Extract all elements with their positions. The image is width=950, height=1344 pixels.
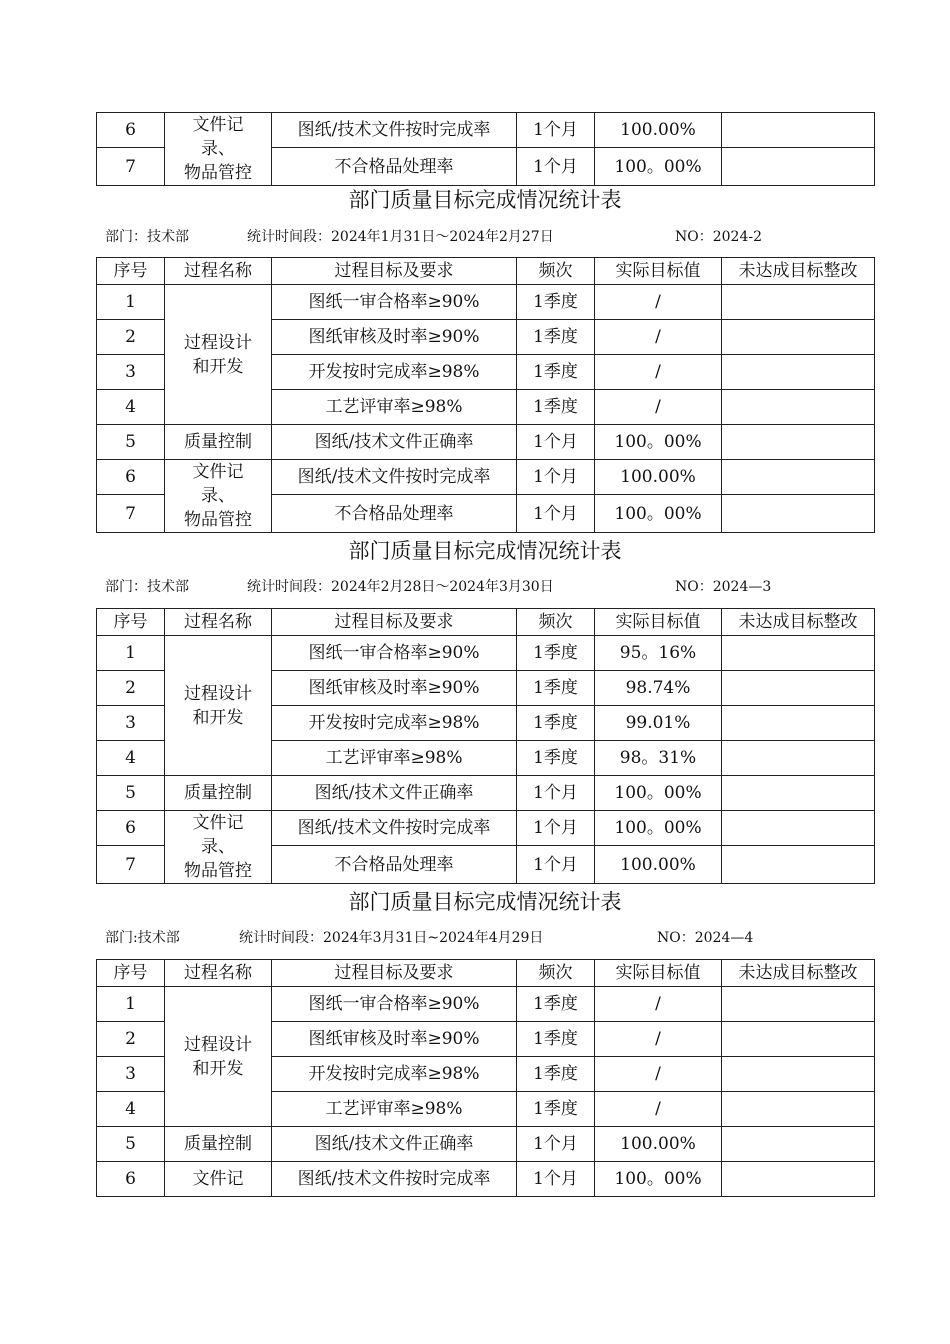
actual-value-cell: 100.00%	[595, 846, 722, 884]
report-number: NO：2024-2	[675, 229, 762, 245]
frequency-cell: 1个月	[517, 148, 595, 186]
row-number: 6	[97, 811, 165, 846]
stats-table	[96, 959, 875, 1197]
report-number: NO：2024—4	[657, 930, 754, 946]
row-number: 2	[97, 320, 165, 355]
process-name-cell	[165, 811, 272, 884]
header-cell: 过程目标及要求	[272, 609, 517, 636]
header-cell: 频次	[517, 609, 595, 636]
frequency-cell: 1季度	[517, 1057, 595, 1092]
actual-value-cell: /	[595, 320, 722, 355]
row-number: 6	[97, 1162, 165, 1197]
section-meta	[105, 577, 865, 597]
section-title: 部门质量目标完成情况统计表	[348, 188, 622, 212]
correction-cell	[722, 636, 875, 671]
goal-cell: 图纸审核及时率≥90%	[272, 1022, 517, 1057]
actual-value-cell: 100。00%	[595, 425, 722, 460]
actual-value-cell: /	[595, 1057, 722, 1092]
row-number: 2	[97, 671, 165, 706]
process-name-cell	[165, 460, 272, 533]
process-name-line: 过程设计	[184, 683, 252, 704]
process-name-line: 物品管控	[184, 861, 252, 881]
header-cell: 过程名称	[165, 960, 272, 987]
header-cell: 序号	[97, 960, 165, 987]
row-number: 1	[97, 285, 165, 320]
goal-cell: 工艺评审率≥98%	[272, 390, 517, 425]
frequency-cell: 1季度	[517, 706, 595, 741]
correction-cell	[722, 671, 875, 706]
department-label: 部门：技术部	[105, 579, 189, 595]
row-number: 7	[97, 148, 165, 186]
goal-cell: 图纸/技术文件按时完成率	[272, 460, 517, 495]
process-name-line: 文件记	[192, 1169, 244, 1189]
process-name-line: 物品管控	[184, 163, 252, 183]
frequency-cell: 1个月	[517, 1162, 595, 1197]
goal-cell: 不合格品处理率	[272, 495, 517, 533]
goal-cell: 图纸审核及时率≥90%	[272, 671, 517, 706]
actual-value-cell: 98.74%	[595, 671, 722, 706]
goal-cell: 图纸/技术文件按时完成率	[272, 113, 517, 148]
process-name-cell: 质量控制	[165, 776, 272, 811]
header-cell: 序号	[97, 609, 165, 636]
section-meta	[105, 227, 865, 247]
frequency-cell: 1个月	[517, 495, 595, 533]
header-cell: 未达成目标整改	[722, 609, 875, 636]
actual-value-cell: 100.00%	[595, 1127, 722, 1162]
frequency-cell: 1季度	[517, 1092, 595, 1127]
frequency-cell: 1季度	[517, 390, 595, 425]
row-number: 4	[97, 390, 165, 425]
row-number: 3	[97, 706, 165, 741]
process-name-cell	[165, 113, 272, 186]
frequency-cell: 1个月	[517, 1127, 595, 1162]
header-cell: 实际目标值	[595, 609, 722, 636]
row-number: 3	[97, 1057, 165, 1092]
table-row	[97, 1127, 875, 1162]
frequency-cell: 1季度	[517, 285, 595, 320]
actual-value-cell: 95。16%	[595, 636, 722, 671]
row-number: 4	[97, 741, 165, 776]
correction-cell	[722, 741, 875, 776]
goal-cell: 工艺评审率≥98%	[272, 1092, 517, 1127]
process-name-line: 录、	[201, 139, 235, 159]
correction-cell	[722, 987, 875, 1022]
row-number: 1	[97, 636, 165, 671]
frequency-cell: 1季度	[517, 636, 595, 671]
correction-cell	[722, 846, 875, 884]
frequency-cell: 1季度	[517, 741, 595, 776]
process-name-line: 过程设计	[184, 332, 252, 353]
frequency-cell: 1个月	[517, 776, 595, 811]
table-row	[97, 460, 875, 495]
process-name-line: 录、	[201, 837, 235, 857]
header-cell: 未达成目标整改	[722, 258, 875, 285]
table-header-row	[97, 609, 875, 636]
correction-cell	[722, 495, 875, 533]
correction-cell	[722, 113, 875, 148]
goal-cell: 开发按时完成率≥98%	[272, 706, 517, 741]
table-header-row	[97, 258, 875, 285]
actual-value-cell: 100。00%	[595, 148, 722, 186]
row-number: 6	[97, 113, 165, 148]
correction-cell	[722, 811, 875, 846]
frequency-cell: 1季度	[517, 355, 595, 390]
correction-cell	[722, 320, 875, 355]
correction-cell	[722, 776, 875, 811]
process-name-cell	[165, 636, 272, 776]
process-name-line: 录、	[201, 486, 235, 506]
process-name-line: 过程设计	[184, 1034, 252, 1055]
table-row	[97, 987, 875, 1022]
header-cell: 未达成目标整改	[722, 960, 875, 987]
process-name-cell	[165, 285, 272, 425]
correction-cell	[722, 355, 875, 390]
header-cell: 实际目标值	[595, 960, 722, 987]
actual-value-cell: /	[595, 1022, 722, 1057]
table-row	[97, 636, 875, 671]
row-number: 2	[97, 1022, 165, 1057]
correction-cell	[722, 285, 875, 320]
process-name-cell	[165, 987, 272, 1127]
section-meta	[105, 928, 865, 948]
department-label: 部门:技术部	[105, 930, 180, 946]
table-header-row	[97, 960, 875, 987]
header-cell: 频次	[517, 258, 595, 285]
goal-cell: 开发按时完成率≥98%	[272, 1057, 517, 1092]
goal-cell: 图纸一审合格率≥90%	[272, 987, 517, 1022]
process-name-cell: 质量控制	[165, 425, 272, 460]
correction-cell	[722, 425, 875, 460]
goal-cell: 图纸审核及时率≥90%	[272, 320, 517, 355]
frequency-cell: 1季度	[517, 987, 595, 1022]
actual-value-cell: /	[595, 355, 722, 390]
table-row	[97, 1162, 875, 1197]
row-number: 3	[97, 355, 165, 390]
period-label: 统计时间段：2024年1月31日～2024年2月27日	[247, 229, 554, 245]
goal-cell: 图纸/技术文件正确率	[272, 425, 517, 460]
correction-cell	[722, 1057, 875, 1092]
actual-value-cell: 98。31%	[595, 741, 722, 776]
process-name-line: 物品管控	[184, 510, 252, 530]
goal-cell: 工艺评审率≥98%	[272, 741, 517, 776]
correction-cell	[722, 1092, 875, 1127]
table-row	[97, 285, 875, 320]
header-cell: 实际目标值	[595, 258, 722, 285]
process-name-line: 和开发	[192, 1058, 244, 1079]
frequency-cell: 1季度	[517, 1022, 595, 1057]
actual-value-cell: /	[595, 390, 722, 425]
row-number: 5	[97, 776, 165, 811]
process-name-line: 和开发	[192, 356, 244, 377]
process-name-line: 文件记	[192, 115, 244, 135]
header-cell: 过程目标及要求	[272, 960, 517, 987]
header-cell: 频次	[517, 960, 595, 987]
process-name-line: 文件记	[192, 813, 244, 833]
actual-value-cell: 100.00%	[595, 113, 722, 148]
goal-cell: 图纸一审合格率≥90%	[272, 285, 517, 320]
header-cell: 序号	[97, 258, 165, 285]
actual-value-cell: /	[595, 285, 722, 320]
table-fragment-top	[96, 112, 875, 186]
row-number: 7	[97, 846, 165, 884]
goal-cell: 图纸/技术文件正确率	[272, 776, 517, 811]
section-title: 部门质量目标完成情况统计表	[348, 539, 622, 563]
frequency-cell: 1个月	[517, 113, 595, 148]
goal-cell: 不合格品处理率	[272, 846, 517, 884]
department-label: 部门：技术部	[105, 229, 189, 245]
goal-cell: 不合格品处理率	[272, 148, 517, 186]
header-cell: 过程名称	[165, 609, 272, 636]
stats-table	[96, 257, 875, 533]
row-number: 1	[97, 987, 165, 1022]
header-cell: 过程名称	[165, 258, 272, 285]
goal-cell: 开发按时完成率≥98%	[272, 355, 517, 390]
header-cell: 过程目标及要求	[272, 258, 517, 285]
report-number: NO：2024—3	[675, 579, 772, 595]
table-row	[97, 811, 875, 846]
stats-table	[96, 608, 875, 884]
frequency-cell: 1个月	[517, 460, 595, 495]
goal-cell: 图纸/技术文件正确率	[272, 1127, 517, 1162]
frequency-cell: 1季度	[517, 320, 595, 355]
goal-cell: 图纸/技术文件按时完成率	[272, 1162, 517, 1197]
correction-cell	[722, 706, 875, 741]
period-label: 统计时间段：2024年3月31日~2024年4月29日	[239, 930, 544, 946]
correction-cell	[722, 390, 875, 425]
row-number: 7	[97, 495, 165, 533]
table-row	[97, 425, 875, 460]
row-number: 5	[97, 1127, 165, 1162]
correction-cell	[722, 148, 875, 186]
section-title: 部门质量目标完成情况统计表	[348, 890, 622, 914]
row-number: 6	[97, 460, 165, 495]
table-row	[97, 776, 875, 811]
process-name-line: 和开发	[192, 707, 244, 728]
process-name-cell	[165, 1162, 272, 1197]
actual-value-cell: /	[595, 987, 722, 1022]
period-label: 统计时间段：2024年2月28日～2024年3月30日	[247, 579, 554, 595]
goal-cell: 图纸一审合格率≥90%	[272, 636, 517, 671]
actual-value-cell: 99.01%	[595, 706, 722, 741]
actual-value-cell: 100。00%	[595, 495, 722, 533]
actual-value-cell: 100.00%	[595, 460, 722, 495]
goal-cell: 图纸/技术文件按时完成率	[272, 811, 517, 846]
actual-value-cell: 100。00%	[595, 811, 722, 846]
row-number: 4	[97, 1092, 165, 1127]
frequency-cell: 1个月	[517, 846, 595, 884]
process-name-cell: 质量控制	[165, 1127, 272, 1162]
correction-cell	[722, 460, 875, 495]
correction-cell	[722, 1022, 875, 1057]
correction-cell	[722, 1162, 875, 1197]
row-number: 5	[97, 425, 165, 460]
table-row	[97, 113, 875, 148]
frequency-cell: 1个月	[517, 425, 595, 460]
actual-value-cell: 100。00%	[595, 776, 722, 811]
correction-cell	[722, 1127, 875, 1162]
frequency-cell: 1个月	[517, 811, 595, 846]
process-name-line: 文件记	[192, 462, 244, 482]
actual-value-cell: 100。00%	[595, 1162, 722, 1197]
actual-value-cell: /	[595, 1092, 722, 1127]
frequency-cell: 1季度	[517, 671, 595, 706]
